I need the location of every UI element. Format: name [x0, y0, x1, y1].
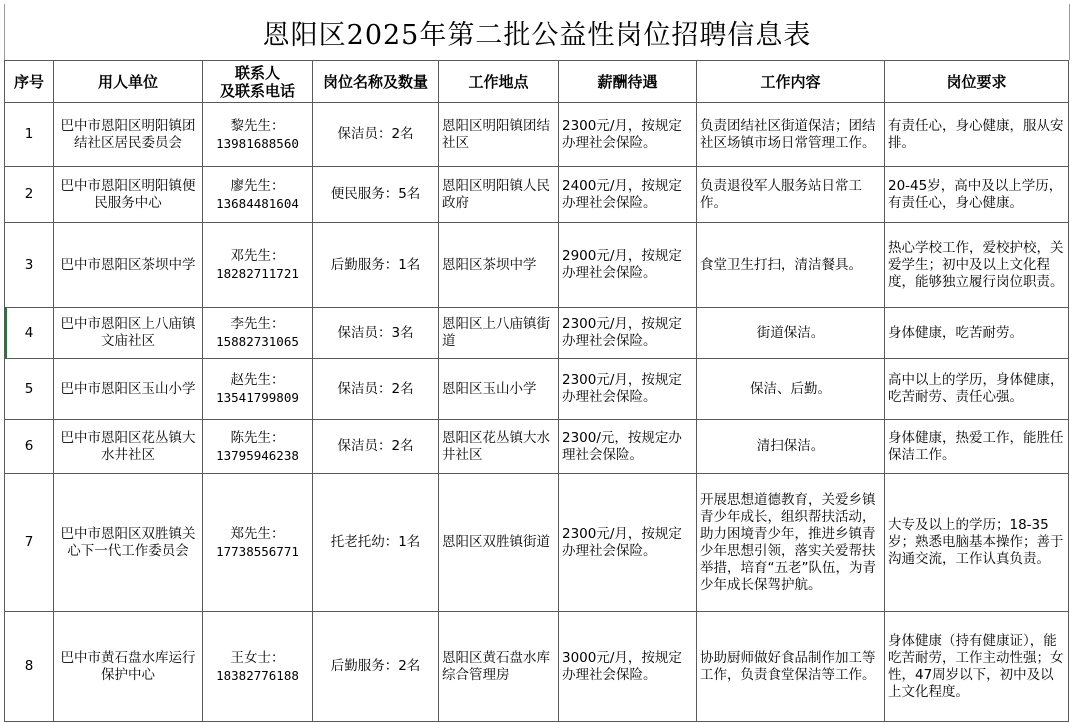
header-post: 岗位名称及数量 — [313, 61, 439, 103]
cell-salary[interactable] — [559, 612, 697, 722]
cell-no-text: 6 — [24, 438, 34, 454]
cell-requirement-text: 高中以上的学历，身体健康，吃苦耐劳、责任心强。 — [888, 372, 1064, 405]
cell-requirement[interactable] — [885, 474, 1069, 612]
cell-post[interactable] — [313, 420, 439, 474]
cell-post[interactable] — [313, 308, 439, 359]
cell-unit-text: 巴中市恩阳区茶坝中学 — [60, 256, 196, 273]
cell-salary[interactable] — [559, 223, 697, 308]
cell-contact[interactable] — [203, 167, 313, 223]
cell-requirement[interactable] — [885, 308, 1069, 359]
table-row — [5, 359, 1069, 420]
cell-requirement-text: 身体健康（持有健康证），能吃苦耐劳，工作主动性强；女性，47周岁以下，初中及以上文化程度。 — [888, 632, 1064, 700]
cell-content-text: 街道保洁。 — [756, 324, 825, 341]
contact-phone: 13795946238 — [216, 447, 299, 463]
cell-post[interactable] — [313, 167, 439, 223]
cell-salary-text: 3000元/月，按规定办理社会保险。 — [562, 649, 682, 683]
cell-salary-text: 2300元/月，按规定办理社会保险。 — [562, 316, 682, 349]
cell-no[interactable] — [5, 103, 54, 167]
cell-no[interactable] — [5, 223, 54, 308]
cell-salary-text: 2300/元，按规定办理社会保险。 — [562, 429, 682, 463]
cell-salary-text: 2300元/月，按规定办理社会保险。 — [562, 525, 682, 559]
contact-phone: 18282711721 — [216, 266, 299, 281]
table-row — [5, 308, 1069, 359]
cell-unit-text: 巴中市恩阳区花丛镇大水井社区 — [60, 429, 196, 463]
cell-location[interactable] — [439, 167, 559, 223]
recruitment-table — [4, 60, 1069, 722]
cell-location[interactable] — [439, 308, 559, 359]
cell-content-text: 食堂卫生打扫，清洁餐具。 — [700, 256, 862, 273]
contact-person: 陈先生： — [230, 429, 285, 446]
cell-unit[interactable] — [54, 167, 203, 223]
contact-person: 李先生： — [230, 316, 285, 332]
cell-content-text: 负责团结社区街道保洁；团结社区场镇市场日常管理工作。 — [700, 117, 876, 151]
header-content: 工作内容 — [697, 61, 885, 103]
cell-location-text: 恩阳区上八庙镇街道 — [442, 316, 550, 349]
cell-unit-text: 巴中市恩阳区上八庙镇文庙社区 — [60, 316, 196, 349]
header-contact-line2: 及联系电话 — [219, 81, 295, 100]
contact-phone: 13541799809 — [216, 390, 299, 405]
cell-requirement[interactable] — [885, 420, 1069, 474]
cell-content[interactable] — [697, 420, 885, 474]
cell-requirement[interactable] — [885, 612, 1069, 722]
table-row — [5, 103, 1069, 167]
cell-content-text: 清扫保洁。 — [756, 438, 825, 454]
cell-unit-text: 巴中市恩阳区玉山小学 — [60, 380, 196, 397]
cell-content-text: 负责退役军人服务站日常工作。 — [700, 177, 862, 211]
cell-requirement-text: 热心学校工作，爱校护校，关爱学生；初中及以上文化程度，能够独立履行岗位职责。 — [888, 239, 1064, 290]
cell-post-text: 保洁员：2名 — [337, 380, 414, 397]
header-row — [5, 61, 1069, 103]
cell-post[interactable] — [313, 474, 439, 612]
cell-no-text: 2 — [24, 186, 34, 202]
header-location: 工作地点 — [439, 61, 559, 103]
header-contact — [203, 61, 313, 103]
table-row — [5, 612, 1069, 722]
contact-person: 王女士： — [230, 649, 285, 666]
cell-requirement[interactable] — [885, 223, 1069, 308]
cell-post[interactable] — [313, 359, 439, 420]
cell-location-text: 恩阳区茶坝中学 — [442, 256, 537, 273]
cell-no-text: 1 — [24, 126, 34, 142]
page-title: 恩阳区2025年第二批公益性岗位招聘信息表 — [4, 4, 1070, 60]
header-contact-line1: 联系人 — [234, 63, 280, 82]
cell-content-text: 协助厨师做好食品制作加工等工作，负责食堂保洁等工作。 — [700, 649, 876, 683]
header-salary: 薪酬待遇 — [559, 61, 697, 103]
cell-requirement-text: 20-45岁，高中及以上学历，有责任心，身心健康。 — [888, 177, 1063, 211]
cell-post-text: 后勤服务：2名 — [330, 658, 421, 674]
contact-person: 邓先生： — [230, 248, 285, 264]
cell-salary-text: 2400元/月，按规定办理社会保险。 — [562, 177, 682, 211]
cell-post-text: 保洁员：2名 — [337, 126, 414, 142]
cell-unit[interactable] — [54, 420, 203, 474]
cell-location[interactable] — [439, 420, 559, 474]
contact-person: 黎先生： — [230, 117, 285, 134]
cell-location-text: 恩阳区黄石盘水库综合管理房 — [442, 649, 550, 683]
cell-requirement[interactable] — [885, 359, 1069, 420]
table-row — [5, 223, 1069, 308]
header-no: 序号 — [5, 61, 54, 103]
cell-requirement-text: 有责任心，身心健康，服从安排。 — [888, 117, 1064, 151]
cell-location[interactable] — [439, 612, 559, 722]
contact-phone: 13981688560 — [216, 135, 299, 151]
cell-requirement-text: 身体健康，热爱工作，能胜任保洁工作。 — [888, 429, 1064, 463]
cell-content-text: 开展思想道德教育，关爱乡镇青少年成长，组织帮扶活动，助力困境青少年，推进乡镇青少年思想引领，落实关爱帮扶举措，培育“五老”队伍，为青少年成长保驾护航。 — [700, 491, 876, 593]
cell-unit-text: 巴中市恩阳区双胜镇关心下一代工作委员会 — [60, 525, 196, 559]
cell-requirement[interactable] — [885, 103, 1069, 167]
cell-salary[interactable] — [559, 474, 697, 612]
cell-no[interactable] — [5, 420, 54, 474]
contact-person: 郑先生： — [230, 525, 285, 542]
cell-no[interactable] — [5, 612, 54, 722]
cell-post[interactable] — [313, 612, 439, 722]
cell-unit-text: 巴中市恩阳区明阳镇便民服务中心 — [60, 177, 196, 211]
cell-post-text: 便民服务：5名 — [330, 186, 421, 202]
contact-phone: 13684481604 — [216, 195, 299, 211]
cell-no-text: 8 — [24, 658, 34, 674]
cell-no[interactable] — [5, 359, 54, 420]
cell-post[interactable] — [313, 223, 439, 308]
cell-unit-text: 巴中市黄石盘水库运行保护中心 — [60, 649, 196, 683]
cell-requirement[interactable] — [885, 167, 1069, 223]
cell-requirement-text: 大专及以上的学历；18-35岁；熟悉电脑基本操作；善于沟通交流，工作认真负责。 — [888, 517, 1064, 567]
header-requirement: 岗位要求 — [885, 61, 1069, 103]
cell-salary-text: 2900元/月，按规定办理社会保险。 — [562, 248, 682, 281]
cell-salary[interactable] — [559, 167, 697, 223]
cell-contact[interactable] — [203, 223, 313, 308]
cell-unit[interactable] — [54, 359, 203, 420]
cell-location-text: 恩阳区花丛镇大水井社区 — [442, 429, 550, 463]
cell-unit[interactable] — [54, 103, 203, 167]
cell-salary-text: 2300元/月，按规定办理社会保险。 — [562, 117, 682, 151]
contact-person: 廖先生： — [230, 177, 285, 194]
cell-content[interactable] — [697, 612, 885, 722]
cell-location-text: 恩阳区明阳镇人民政府 — [442, 177, 550, 211]
table-row — [5, 167, 1069, 223]
cell-content[interactable] — [697, 223, 885, 308]
cell-post-text: 保洁员：2名 — [337, 438, 414, 454]
cell-salary-text: 2300元/月，按规定办理社会保险。 — [562, 372, 682, 405]
cell-unit[interactable] — [54, 308, 203, 359]
contact-phone: 15882731065 — [216, 334, 299, 349]
cell-no-text: 3 — [24, 256, 34, 273]
cell-content[interactable] — [697, 308, 885, 359]
cell-no-text: 4 — [24, 324, 34, 341]
cell-post[interactable] — [313, 103, 439, 167]
cell-contact[interactable] — [203, 420, 313, 474]
cell-content[interactable] — [697, 359, 885, 420]
contact-phone: 18382776188 — [216, 667, 299, 683]
cell-no-text: 7 — [24, 534, 34, 550]
table-row — [5, 474, 1069, 612]
cell-content[interactable] — [697, 103, 885, 167]
cell-location-text: 恩阳区明阳镇团结社区 — [442, 117, 550, 151]
cell-content[interactable] — [697, 474, 885, 612]
cell-content[interactable] — [697, 167, 885, 223]
cell-salary[interactable] — [559, 103, 697, 167]
cell-post-text: 保洁员：3名 — [337, 324, 414, 341]
header-unit: 用人单位 — [54, 61, 203, 103]
cell-post-text: 后勤服务：1名 — [330, 256, 421, 273]
table-row — [5, 420, 1069, 474]
cell-contact[interactable] — [203, 612, 313, 722]
cell-contact[interactable] — [203, 359, 313, 420]
cell-contact[interactable] — [203, 474, 313, 612]
cell-location-text: 恩阳区双胜镇街道 — [442, 534, 550, 550]
cell-unit[interactable] — [54, 612, 203, 722]
cell-salary[interactable] — [559, 308, 697, 359]
cell-contact[interactable] — [203, 308, 313, 359]
cell-content-text: 保洁、后勤。 — [750, 380, 831, 397]
cell-salary[interactable] — [559, 420, 697, 474]
cell-no[interactable] — [5, 167, 54, 223]
cell-location[interactable] — [439, 103, 559, 167]
cell-post-text: 托老托幼：1名 — [330, 534, 421, 550]
cell-no[interactable] — [5, 308, 54, 359]
cell-unit-text: 巴中市恩阳区明阳镇团结社区居民委员会 — [60, 117, 196, 151]
cell-location[interactable] — [439, 359, 559, 420]
cell-requirement-text: 身体健康，吃苦耐劳。 — [888, 324, 1023, 341]
cell-contact[interactable] — [203, 103, 313, 167]
cell-location-text: 恩阳区玉山小学 — [442, 380, 537, 397]
cell-location[interactable] — [439, 474, 559, 612]
cell-unit[interactable] — [54, 223, 203, 308]
cell-no[interactable] — [5, 474, 54, 612]
contact-person: 赵先生： — [230, 372, 285, 388]
cell-unit[interactable] — [54, 474, 203, 612]
cell-salary[interactable] — [559, 359, 697, 420]
cell-location[interactable] — [439, 223, 559, 308]
contact-phone: 17738556771 — [216, 543, 299, 559]
cell-no-text: 5 — [24, 380, 34, 397]
